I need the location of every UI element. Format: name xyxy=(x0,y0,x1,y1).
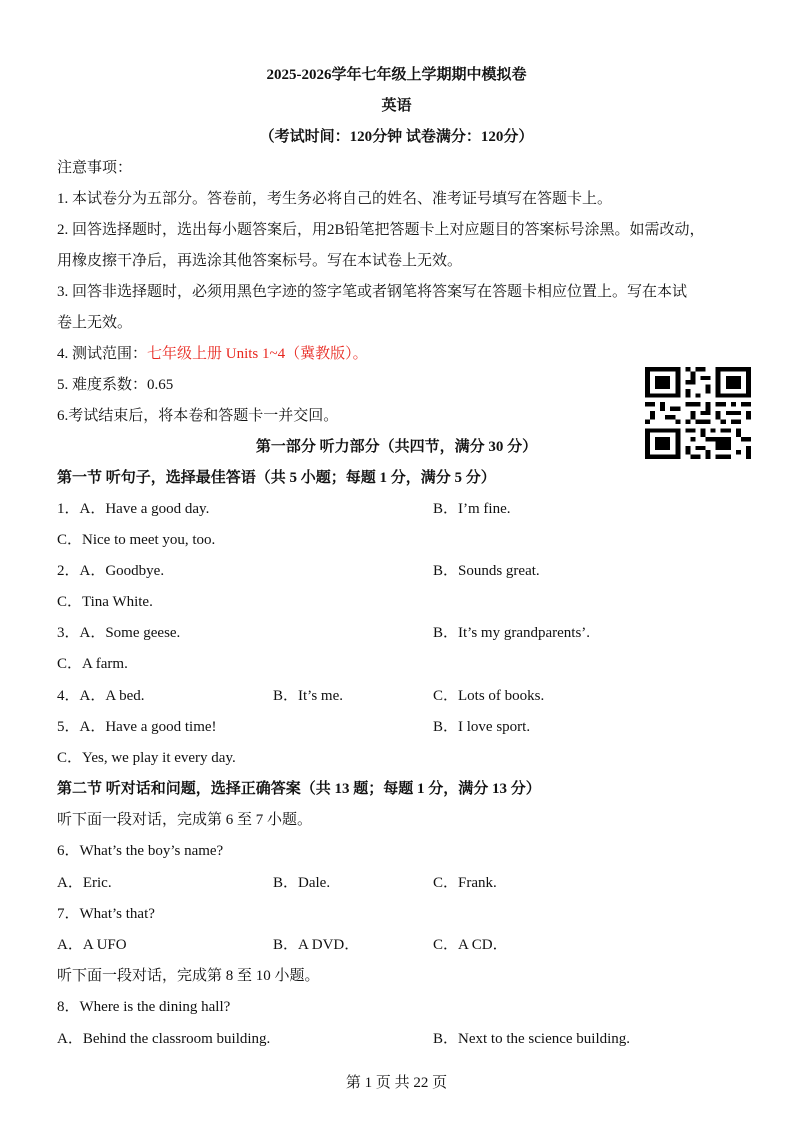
q3-option-c: C．A farm. xyxy=(57,656,128,672)
question-5-row xyxy=(57,718,531,736)
q4-option-c: C．Lots of books. xyxy=(433,688,545,704)
question-7-options xyxy=(57,936,508,954)
question-8-options xyxy=(57,1030,631,1048)
q6-stem: 6．What’s the boy’s name? xyxy=(57,843,224,859)
note-item-1: 1. 本试卷分为五部分。答卷前，考生务必将自己的姓名、准考证号填写在答题卡上。 xyxy=(57,191,613,207)
intro-q8-q10: 听下面一段对话，完成第 8 至 10 小题。 xyxy=(57,968,320,984)
q3-option-a: 3．A．Some geese. xyxy=(57,625,181,641)
q5-option-b: B．I love sport. xyxy=(433,719,531,735)
q1-option-b: B．I’m fine. xyxy=(433,501,511,517)
question-6-options xyxy=(57,874,497,892)
note-item-4-prefix: 4. 测试范围： xyxy=(57,346,148,362)
question-2-row xyxy=(57,562,540,580)
note-item-2-line-2: 用橡皮擦干净后，再选涂其他答案标号。写在本试卷上无效。 xyxy=(57,253,463,269)
q6-option-b: B．Dale. xyxy=(273,875,331,891)
q1-option-c: C．Nice to meet you, too. xyxy=(57,532,216,548)
q8-option-b: B．Next to the science building. xyxy=(433,1031,631,1047)
note-item-3-line-1: 3. 回答非选择题时，必须用黑色字迹的签字笔或者钢笔将答案写在答题卡相应位置上。写在本试 xyxy=(57,284,688,300)
q8-stem: 8．Where is the dining hall? xyxy=(57,999,231,1015)
section2-title: 第二节 听对话和问题，选择正确答案（共 13 题；每题 1 分，满分 13 分） xyxy=(57,781,541,797)
q7-stem: 7．What’s that? xyxy=(57,906,155,922)
intro-q6-q7: 听下面一段对话，完成第 6 至 7 小题。 xyxy=(57,812,313,828)
exam-subject: 英语 xyxy=(381,98,412,114)
exam-title: 2025-2026学年七年级上学期期中模拟卷 xyxy=(266,67,527,83)
q6-option-c: C．Frank. xyxy=(433,875,497,891)
q6-option-a: A．Eric. xyxy=(57,875,112,891)
question-3-row xyxy=(57,624,591,642)
q5-option-c: C．Yes, we play it every day. xyxy=(57,750,236,766)
notes-heading: 注意事项： xyxy=(57,160,133,176)
note-item-6: 6.考试结束后，将本卷和答题卡一并交回。 xyxy=(57,408,339,424)
q3-option-b: B．It’s my grandparents’. xyxy=(433,625,591,641)
q1-option-a: 1．A．Have a good day. xyxy=(57,501,210,517)
section1-title: 第一节 听句子，选择最佳答语（共 5 小题；每题 1 分，满分 5 分） xyxy=(57,470,496,486)
question-4-row xyxy=(57,687,545,705)
q7-option-a: A．A UFO xyxy=(57,937,127,953)
note-item-5: 5. 难度系数：0.65 xyxy=(57,377,174,393)
page-footer: 第 1 页 共 22 页 xyxy=(345,1075,448,1091)
note-item-4-scope: 七年级上册 Units 1~4（冀教版）。 xyxy=(147,346,368,362)
q2-option-a: 2．A．Goodbye. xyxy=(57,563,165,579)
exam-info: （考试时间：120分钟 试卷满分：120分） xyxy=(259,129,534,145)
note-item-4 xyxy=(57,345,368,363)
q7-option-c: C．A CD． xyxy=(433,937,508,953)
note-item-2-line-1: 2. 回答选择题时，选出每小题答案后，用2B铅笔把答题卡上对应题目的答案标号涂黑。如需改动， xyxy=(57,222,705,238)
q4-option-a: 4．A．A bed. xyxy=(57,688,145,704)
q4-option-b: B．It’s me. xyxy=(273,688,343,704)
q7-option-b: B．A DVD． xyxy=(273,937,360,953)
q8-option-a: A．Behind the classroom building. xyxy=(57,1031,271,1047)
part1-title: 第一部分 听力部分（共四节，满分 30 分） xyxy=(255,439,538,455)
q2-option-c: C．Tina White. xyxy=(57,594,153,610)
note-item-3-line-2: 卷上无效。 xyxy=(57,315,133,331)
question-1-row xyxy=(57,500,511,518)
q5-option-a: 5．A．Have a good time! xyxy=(57,719,217,735)
q2-option-b: B．Sounds great. xyxy=(433,563,540,579)
